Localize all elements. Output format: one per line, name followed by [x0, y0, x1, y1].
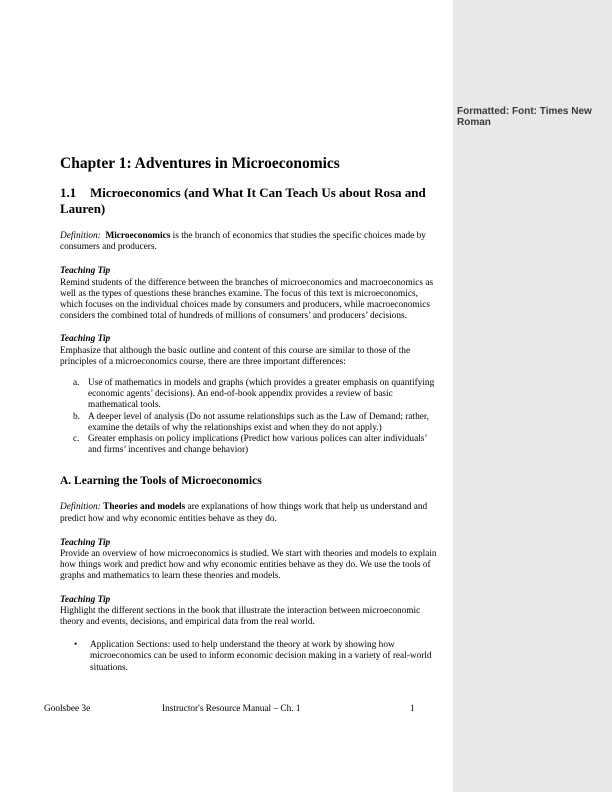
- list-item: [60, 640, 440, 674]
- section-title: Microeconomics (and What It Can Teach Us about Rosa and Lauren): [60, 185, 426, 216]
- list-marker: b.: [73, 411, 80, 422]
- footer-left: Goolsbee 3e: [44, 704, 91, 714]
- section-heading: [60, 185, 440, 217]
- teaching-tip-label: Teaching Tip: [60, 594, 111, 605]
- subsection-heading: A. Learning the Tools of Microeconomics: [60, 475, 262, 488]
- list-item-text: A deeper level of analysis (Do not assume relationships such as the Law of Demand; rather, examine the details of why the relationships exist and when they do not apply.): [88, 411, 429, 433]
- teaching-tip-text: Remind students of the difference between the branches of microeconomics and macroeconomics as well as the types of questions these branches examine. The focus of this text is microeconomics, which focuses on the individual choices made by consumers and producers, while macroeconomics considers the combined total of hundreds of millions of consumers’ and producers’ decisions.: [60, 277, 434, 322]
- differences-list: [60, 378, 440, 456]
- definition-term: Theories and models: [103, 502, 186, 513]
- teaching-tip-text: Emphasize that although the basic outline and content of this course are similar to those of the principles of a microeconomics course, there are three important differences:: [60, 345, 411, 367]
- teaching-tip-text: Provide an overview of how microeconomics is studied. We start with theories and models to explain how things work and predict how and why economic entities behave as they do. We use the tools of graphs and mathematics to learn these theories and models.: [60, 549, 437, 582]
- definition-label: Definition:: [60, 231, 101, 241]
- list-marker: a.: [73, 378, 80, 389]
- teaching-tip-label: Teaching Tip: [60, 266, 111, 277]
- definition-text: are explanations of how things work that help us understand and predict how and why economic entities behave as they do.: [60, 502, 428, 524]
- teaching-tip: [60, 595, 440, 674]
- page-number: 1: [410, 704, 415, 714]
- list-item-text: Use of mathematics in models and graphs (which provides a greater emphasis on quantifying economic agents’ decisions). An end-of-book appendix provides a review of basic mathematical tools.: [88, 378, 435, 411]
- list-item: [60, 378, 440, 412]
- definition-term: Microeconomics: [105, 231, 171, 241]
- teaching-tip-label: Teaching Tip: [60, 334, 111, 345]
- list-item-text: Greater emphasis on policy implications (Predict how various polices can alter individuals’ and firms’ incentives and change behavior): [88, 434, 427, 456]
- teaching-tip: [60, 334, 440, 456]
- teaching-tip-text: Highlight the different sections in the book that illustrate the interaction between microeconomic theory and events, decisions, and empirical data from the real world.: [60, 605, 421, 628]
- list-marker: c.: [73, 434, 80, 445]
- list-item-text: Application Sections: used to help understand the theory at work by showing how microeconomics can be used to inform economic decision making in a variety of real-world situations.: [90, 640, 432, 673]
- bullet-icon: •: [74, 640, 78, 651]
- definition-theories-models: [60, 502, 440, 524]
- list-item: [60, 412, 440, 434]
- definition-text: is the branch of economics that studies the specific choices made by consumers and producers.: [60, 231, 426, 253]
- teaching-tip: [60, 266, 440, 322]
- teaching-tip: [60, 538, 440, 583]
- footer-center: Instructor's Resource Manual – Ch. 1: [162, 704, 301, 714]
- list-item: [60, 434, 440, 456]
- document-page: [60, 155, 440, 686]
- teaching-tip-label: Teaching Tip: [60, 537, 111, 548]
- sections-list: [60, 640, 440, 674]
- formatting-note: Formatted: Font: Times New Roman: [457, 106, 592, 128]
- section-number: 1.1: [60, 185, 77, 200]
- definition-label: Definition:: [60, 502, 101, 513]
- chapter-title: Chapter 1: Adventures in Microeconomics: [60, 155, 340, 172]
- definition-microeconomics: [60, 231, 440, 253]
- comment-sidebar: [453, 0, 612, 792]
